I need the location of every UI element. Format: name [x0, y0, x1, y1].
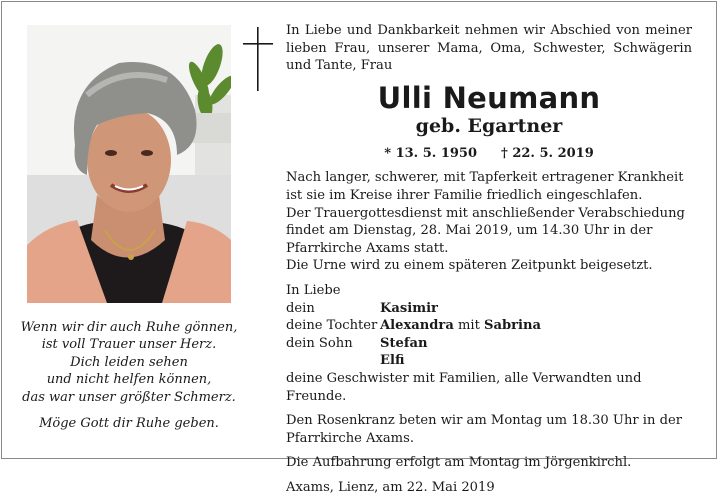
poem-line: und nicht helfen können,: [46, 372, 212, 388]
notice-text: [286, 22, 692, 496]
family-list: [286, 300, 692, 370]
service-paragraph: Der Trauergottesdienst mit anschließender Verabschiedung findet am Dienstag, 28. Mai 2019, um 14.30 Uhr in der Pfarrkirche Axams statt.: [286, 205, 685, 256]
birth-date: * 13. 5. 1950: [384, 145, 477, 161]
deceased-name: Ulli Neumann: [377, 80, 601, 115]
memorial-poem: [18, 319, 240, 432]
viewing-paragraph: Die Aufbahrung erfolgt am Montag im Jörgenkirchl.: [286, 455, 632, 471]
death-paragraph: Nach langer, schwerer, mit Tapferkeit ertragener Krankheit ist sie im Kreise ihrer Familie friedlich eingeschlafen.: [286, 170, 684, 203]
family-relation: dein Sohn: [286, 335, 353, 351]
poem-last-line: Möge Gott dir Ruhe geben.: [39, 416, 219, 432]
poem-line: Dich leiden sehen: [70, 354, 188, 370]
family-others: deine Geschwister mit Familien, alle Verwandten und Freunde.: [286, 370, 642, 404]
rosary-paragraph: Den Rosenkranz beten wir am Montag um 18.30 Uhr in der Pfarrkirche Axams.: [286, 413, 682, 446]
death-date: † 22. 5. 2019: [501, 145, 594, 161]
family-member: Elfi: [380, 353, 405, 369]
poem-line: Wenn wir dir auch Ruhe gönnen,: [20, 320, 238, 335]
urn-paragraph: Die Urne wird zu einem späteren Zeitpunkt beigesetzt.: [286, 258, 653, 274]
family-member: Kasimir: [380, 300, 438, 316]
poem-line: das war unser größter Schmerz.: [22, 389, 236, 405]
family-relation: dein: [286, 300, 315, 316]
birth-name: geb. Egartner: [415, 114, 563, 137]
intro-text: In Liebe und Dankbarkeit nehmen wir Abschied von meiner lieben Frau, unserer Mama, Oma, Schwester, Schwägerin und Tante, Frau: [286, 23, 692, 74]
poem-line: ist voll Trauer unser Herz.: [41, 337, 217, 353]
portrait-photo: [27, 25, 231, 303]
place-date: Axams, Lienz, am 22. Mai 2019: [286, 479, 495, 495]
family-member: Alexandra mit Sabrina: [380, 318, 541, 334]
family-relation: [286, 352, 380, 370]
cross-icon: [243, 27, 273, 91]
in-love-label: In Liebe: [286, 282, 341, 298]
life-dates: [286, 145, 692, 163]
family-relation: deine Tochter: [286, 318, 378, 334]
family-member: Stefan: [380, 335, 428, 351]
